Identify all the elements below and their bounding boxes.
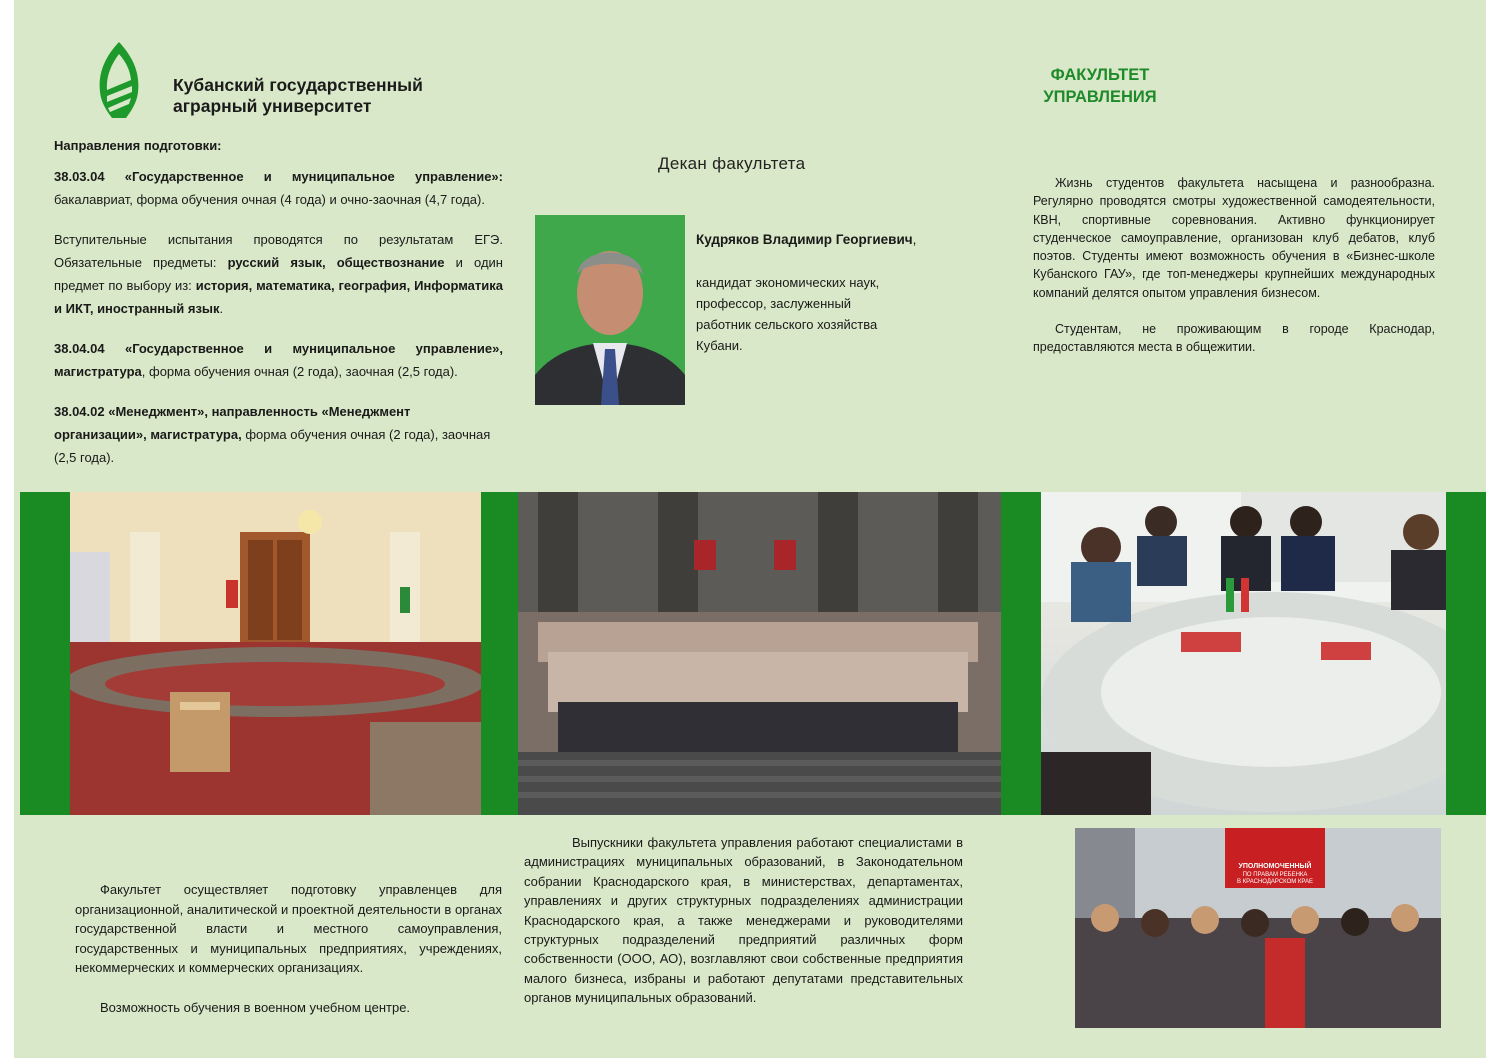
photo-meeting-hall [70,492,481,815]
dean-photo [535,215,685,405]
programs-section [54,134,503,469]
university-name-line2: аграрный университет [173,96,372,116]
program-master-gmu-title: 38.04.04 «Государственное и муниципальное управление», магистратура [54,341,503,379]
dean-name: Кудряков Владимир Георгиевич, [696,232,917,247]
university-name [173,75,423,117]
sign-text-line1: УПОЛНОМОЧЕННЫЙ [1238,863,1312,870]
faculty-title-line1: ФАКУЛЬТЕТ [1050,66,1150,84]
dormitory-text: Студентам, не проживающим в городе Краснодар, предоставляются места в общежитии. [1033,322,1435,355]
photo-graduates-group [518,492,1001,815]
faculty-title-line2: УПРАВЛЕНИЯ [1043,88,1157,106]
graduates-section [524,833,963,1008]
elective-subjects: история, математика, география, Информатика и ИКТ, иностранный язык [54,278,503,316]
dean-credentials: кандидат экономических наук, профессор, заслуженный работник сельского хозяйства Кубани. [696,275,880,353]
dean-heading: Декан факультета [658,154,806,173]
photo-round-table [1041,492,1446,815]
program-bachelor-text: бакалавриат, форма обучения очная (4 года) и очно-заочная (4,7 года). [54,192,485,207]
university-name-line1: Кубанский государственный [173,75,423,95]
required-subjects: русский язык, обществознание [227,255,445,270]
military-center-text: Возможность обучения в военном учебном центре. [100,999,411,1015]
program-master-management-title: 38.04.02 «Менеджмент», направленность «Менеджмент организации», магистратура, [54,404,411,442]
program-master-gmu: 38.04.04 «Государственное и муниципальное управление», магистратура, форма обучения очная (2 года), заочная (2,5 года). [54,341,503,379]
sign-text-line2: ПО ПРАВАМ РЕБЕНКА [1242,872,1308,878]
student-life-text: Жизнь студентов факультета насыщена и разнообразна. Регулярно проводятся смотры художественной самодеятельности, КВН, спортивные соревнования. Активно функционирует студенческое самоуправление, организован клуб дебатов, клуб поэтов. Студенты имеют возможность обучения в «Бизнес-школе Кубанского ГАУ», где топ-менеджеры крупнейших международных компаний делятся опытом управления бизнесом. [1033,176,1435,300]
training-text: Факультет осуществляет подготовку управленцев для организационной, аналитической и проектной деятельности в органах государственной власти и местного самоуправления, государственных и муниципальных предприятиях, учреждениях, некоммерческих и коммерческих организациях. [75,882,502,975]
programs-heading: Направления подготовки: [54,138,222,153]
sign-text-line3: В КРАСНОДАРСКОМ КРАЕ [1236,879,1314,885]
student-life-section [1033,174,1435,357]
training-section [75,880,502,1017]
faculty-title [1020,64,1180,108]
entrance-exams: Вступительные испытания проводятся по результатам ЕГЭ. Обязательные предметы: русский язык, обществознание и один предмет по выбору из: история, математика, география, Информатика и ИКТ, иностранный язык. [54,232,503,316]
program-bachelor-title: 38.03.04 «Государственное и муниципальное управление»: [54,169,503,184]
graduates-text: Выпускники факультета управления работают специалистами в администрациях муниципальных образований, в Законодательном собрании Краснодарского края, в министерствах, департаментах, управлениях и других структурных подразделениях администрации Краснодарского края, а также менеджерами и руководителями структурных подразделений предприятий различных форм собственности (ООО, АО), возглавляют свои собственные предприятия малого бизнеса, избраны и работают депутатами представительных органов муниципальных образований. [524,835,963,1006]
program-bachelor [54,165,503,211]
program-master-management: 38.04.02 «Менеджмент», направленность «Менеджмент организации», магистратура, форма обучения очная (2 года), заочная (2,5 года). [54,404,491,465]
university-leaf-logo-icon [96,40,142,120]
photo-student-visit [1075,828,1441,1028]
